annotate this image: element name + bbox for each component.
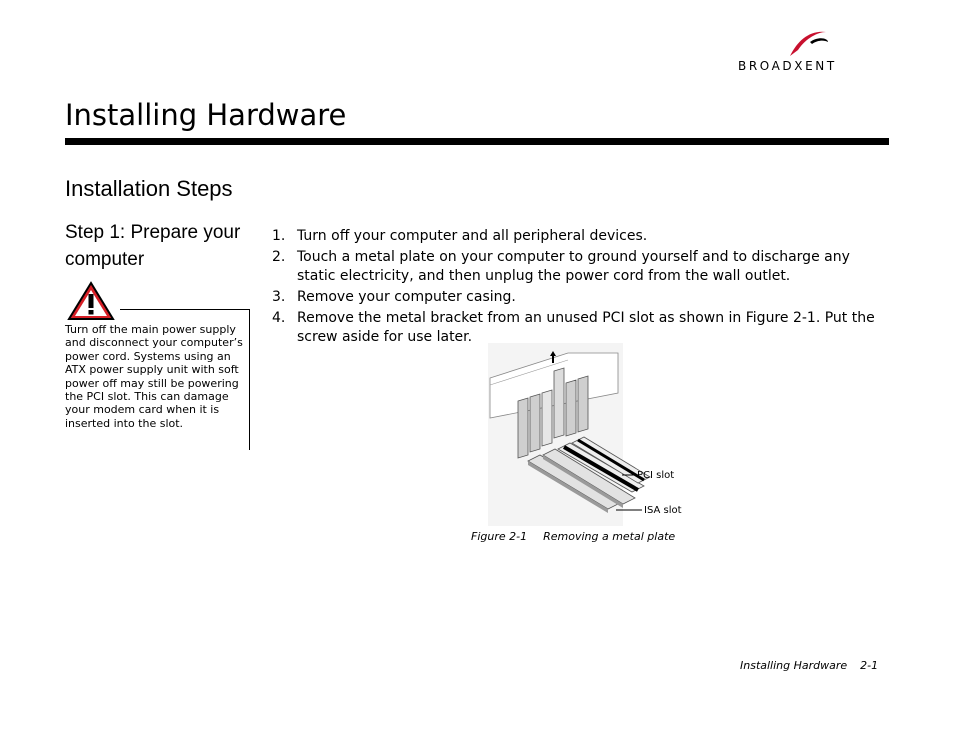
step-number: 4. [272, 310, 286, 326]
page-number: 2-1 [860, 659, 879, 672]
step-text: Remove your computer casing. [297, 289, 516, 305]
page-footer [740, 659, 878, 672]
section-heading: Installation Steps [65, 176, 233, 201]
step-number: 1. [272, 228, 286, 244]
caption-text: Removing a metal plate [543, 530, 676, 543]
warning-icon [67, 281, 115, 321]
steps-list [272, 227, 887, 349]
footer-section: Installing Hardware [740, 659, 848, 672]
step-text: Remove the metal bracket from an unused PCI slot as shown in Figure 2-1. Put the screw aside for use later. [297, 310, 875, 345]
list-item [272, 227, 887, 246]
isa-slot-label: ISA slot [644, 505, 682, 516]
note-rule-vertical [249, 309, 250, 450]
broadxent-swoosh-icon [788, 28, 830, 58]
step-heading: Step 1: Prepare your computer [65, 222, 241, 270]
list-item [272, 288, 887, 307]
page-title: Installing Hardware [65, 98, 347, 132]
step-number: 3. [272, 289, 286, 305]
list-item [272, 309, 887, 347]
pci-slot-illustration [488, 343, 698, 528]
pci-slot-label: PCI slot [637, 470, 675, 481]
warning-note: Turn off the main power supply and disconnect your computer’s power cord. Systems using an ATX power supply unit with soft power off may still be powering the PCI slot. This can damage your modem card when it is inserted into the slot. [65, 323, 243, 430]
caption-number: Figure 2-1 [471, 530, 528, 543]
logo-text: BROADXENT [738, 59, 837, 73]
title-rule [65, 138, 889, 145]
list-item [272, 248, 887, 286]
note-rule-horizontal [120, 309, 250, 310]
step-number: 2. [272, 249, 286, 265]
figure-caption [471, 530, 675, 543]
broadxent-logo [736, 28, 882, 74]
step-text: Touch a metal plate on your computer to ground yourself and to discharge any static electricity, and then unplug the power cord from the wall outlet. [297, 249, 850, 284]
step-text: Turn off your computer and all peripheral devices. [297, 228, 648, 244]
